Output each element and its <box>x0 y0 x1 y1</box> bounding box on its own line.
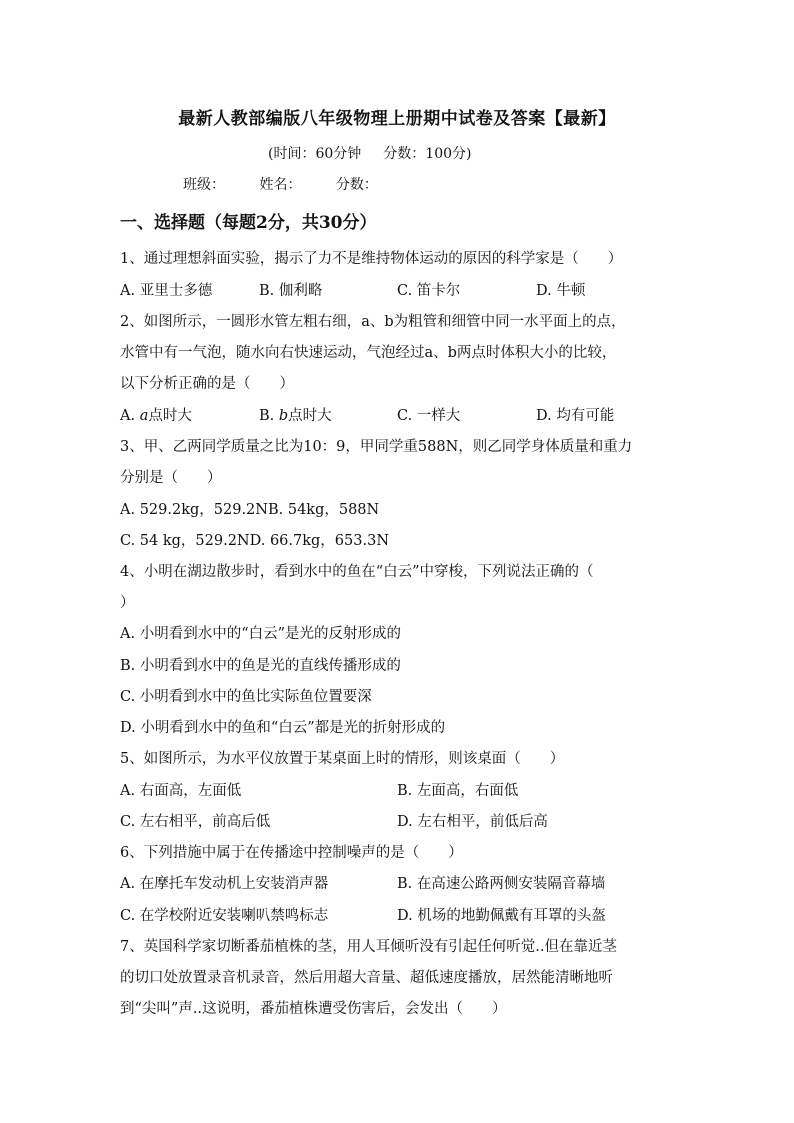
q6-option-c: C. 在学校附近安装喇叭禁鸣标志 <box>120 908 329 924</box>
question-7-line-1: 7、英国科学家切断番茄植株的茎，用人耳倾听没有引起任何听觉..但在靠近茎 <box>120 939 617 955</box>
q2-option-c: C. 一样大 <box>397 408 461 424</box>
name-label: 姓名： <box>259 177 302 193</box>
class-label: 班级： <box>183 177 225 193</box>
score-info: 分数：100分) <box>383 146 472 162</box>
q4-option-b: B. 小明看到水中的鱼是光的直线传播形成的 <box>120 658 401 674</box>
q3-options-cd: C. 54 kg，529.2ND. 66.7kg，653.3N <box>120 533 390 549</box>
q5-option-d: D. 左右相平，前低后高 <box>397 814 548 830</box>
q2-option-d: D. 均有可能 <box>536 408 615 424</box>
question-2-line-2: 水管中有一气泡，随水向右快速运动，气泡经过a、b两点时体积大小的比较， <box>120 345 617 361</box>
q2-option-a: A. a点时大 <box>120 408 192 424</box>
question-5-text: 5、如图所示，为水平仪放置于某桌面上时的情形，则该桌面（ ） <box>120 751 565 767</box>
q4-option-c: C. 小明看到水中的鱼比实际鱼位置要深 <box>120 689 372 705</box>
question-2-line-1: 2、如图所示，一圆形水管左粗右细，a、b为粗管和细管中同一水平面上的点， <box>120 314 626 330</box>
q5-option-a: A. 右面高，左面低 <box>120 783 242 799</box>
question-1-text: 1、通过理想斜面实验，揭示了力不是维持物体运动的原因的科学家是（ ） <box>120 251 623 267</box>
q1-option-b: B. 伽利略 <box>259 283 323 299</box>
question-7-line-2: 的切口处放置录音机录音，然后用超大音量、超低速度播放，居然能清晰地听 <box>120 970 613 986</box>
q1-option-c: C. 笛卡尔 <box>397 283 461 299</box>
question-4-line-2: ） <box>120 595 135 611</box>
q6-option-b: B. 在高速公路两侧安装隔音幕墙 <box>397 876 606 892</box>
question-3-line-2: 分别是（ ） <box>120 470 222 486</box>
question-4-line-1: 4、小明在湖边散步时，看到水中的鱼在“白云”中穿梭，下列说法正确的（ <box>120 564 594 580</box>
q4-option-a: A. 小明看到水中的“白云”是光的反射形成的 <box>120 626 402 642</box>
section-heading: 一、选择题（每题2分，共30分） <box>120 213 377 233</box>
page-title: 最新人教部编版八年级物理上册期中试卷及答案【最新】 <box>178 109 616 129</box>
q1-option-a: A. 亚里士多德 <box>120 283 213 299</box>
q5-option-c: C. 左右相平，前高后低 <box>120 814 271 830</box>
q1-option-d: D. 牛顿 <box>536 283 586 299</box>
q3-options-ab: A. 529.2kg，529.2NB. 54kg，588N <box>120 502 380 518</box>
time-info: (时间：60分钟 <box>268 146 362 162</box>
score-label: 分数： <box>335 177 378 193</box>
question-7-line-3: 到“尖叫”声..这说明，番茄植株遭受伤害后，会发出（ ） <box>120 1001 507 1017</box>
question-3-line-1: 3、甲、乙两同学质量之比为10：9，甲同学重588N，则乙同学身体质量和重力 <box>120 439 633 455</box>
exam-info <box>268 143 471 163</box>
question-2-line-3: 以下分析正确的是（ ） <box>120 376 294 392</box>
question-6-text: 6、下列措施中属于在传播途中控制噪声的是（ ） <box>120 845 463 861</box>
q4-option-d: D. 小明看到水中的鱼和“白云”都是光的折射形成的 <box>120 720 446 736</box>
q6-option-a: A. 在摩托车发动机上安装消声器 <box>120 876 329 892</box>
q5-option-b: B. 左面高，右面低 <box>397 783 519 799</box>
student-info-line <box>183 174 408 194</box>
q2-option-b: B. b点时大 <box>259 408 332 424</box>
q6-option-d: D. 机场的地勤佩戴有耳罩的头盔 <box>397 908 606 924</box>
